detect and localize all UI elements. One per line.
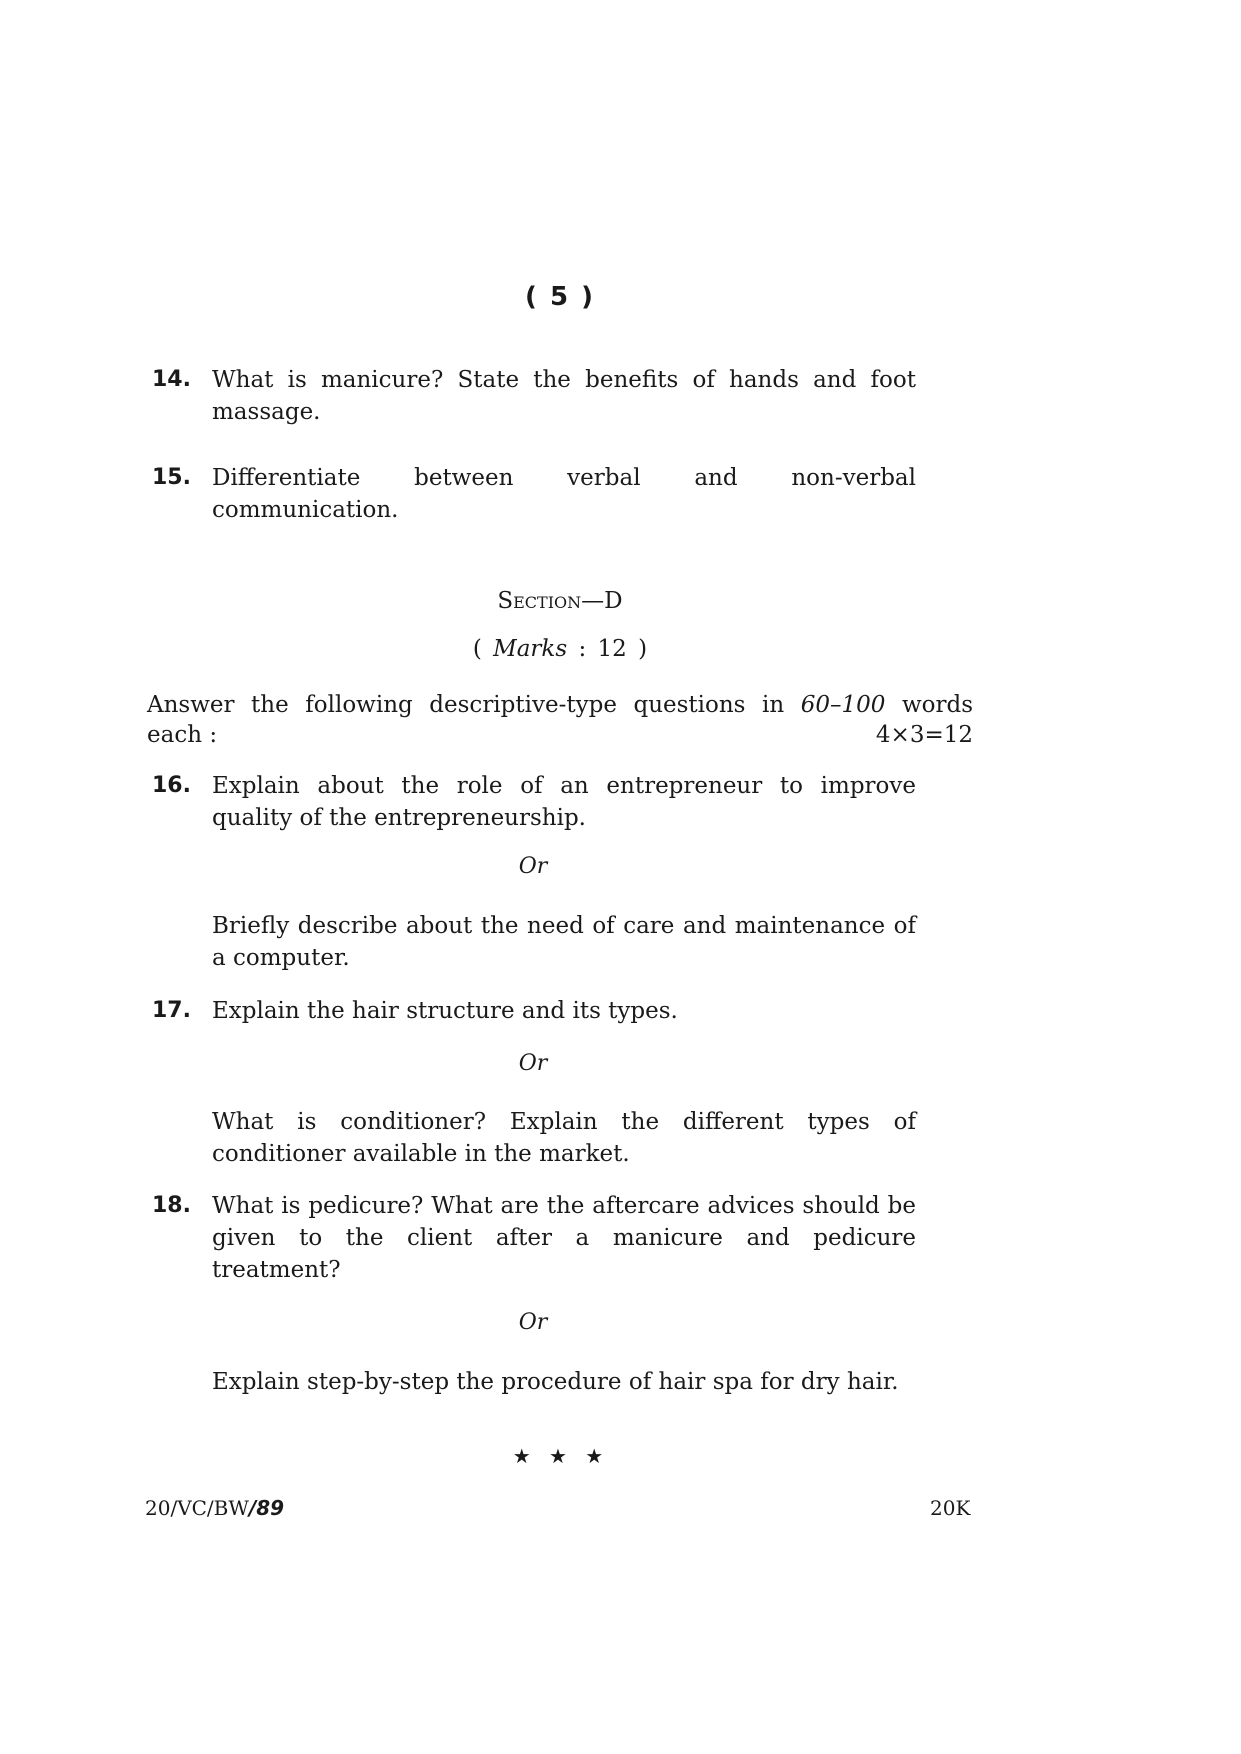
question-text-line-2: communication. xyxy=(212,497,399,523)
marks-value: 12 xyxy=(597,636,627,662)
question-number: 15. xyxy=(152,465,191,490)
question-14 xyxy=(152,364,916,428)
or-separator: Or xyxy=(518,1310,548,1335)
question-text: Explain the hair structure and its types. xyxy=(212,998,678,1024)
question-number: 16. xyxy=(152,773,191,798)
question-16 xyxy=(152,770,916,834)
instruction-post: words xyxy=(901,692,974,718)
paper-code-suffix: /89 xyxy=(248,1496,285,1520)
end-of-paper-stars: ★ ★ ★ xyxy=(512,1444,610,1468)
marks-label: Marks xyxy=(493,636,568,662)
section-title: Section—D xyxy=(497,588,623,614)
question-text-line-1: Differentiate between verbal and non-verbal xyxy=(212,465,916,491)
instruction-pre: Answer the following descriptive-type questions in xyxy=(147,692,785,718)
question-text: Explain about the role of an entrepreneur to improve quality of the entrepreneurship. xyxy=(212,773,916,831)
section-instruction xyxy=(147,690,973,750)
page-number: ( 5 ) xyxy=(525,282,595,312)
alternative-question: Explain step-by-step the procedure of hair spa for dry hair. xyxy=(212,1369,899,1395)
question-18 xyxy=(152,1190,916,1286)
question-number: 14. xyxy=(152,367,191,392)
question-text: What is pedicure? What are the aftercare advices should be given to the client after a manicure and pedicure treatment? xyxy=(212,1193,916,1283)
question-number: 17. xyxy=(152,998,191,1023)
or-separator: Or xyxy=(518,1051,548,1076)
section-marks: ( Marks : 12 ) xyxy=(472,636,648,662)
alternative-question: What is conditioner? Explain the different types of conditioner available in the market. xyxy=(212,1109,916,1167)
question-text: What is manicure? State the benefits of hands and foot massage. xyxy=(212,367,916,425)
instruction-each: each : xyxy=(147,722,218,748)
question-15 xyxy=(152,462,916,526)
instruction-word-range: 60–100 xyxy=(800,692,886,718)
print-count: 20K xyxy=(930,1496,971,1520)
paper-code xyxy=(145,1496,284,1520)
alternative-question: Briefly describe about the need of care and maintenance of a computer. xyxy=(212,913,916,971)
or-separator: Or xyxy=(518,854,548,879)
question-17 xyxy=(152,995,916,1027)
instruction-marks: 4×3=12 xyxy=(875,722,973,748)
question-number: 18. xyxy=(152,1193,191,1218)
paper-code-prefix: 20/VC/BW xyxy=(145,1496,249,1520)
